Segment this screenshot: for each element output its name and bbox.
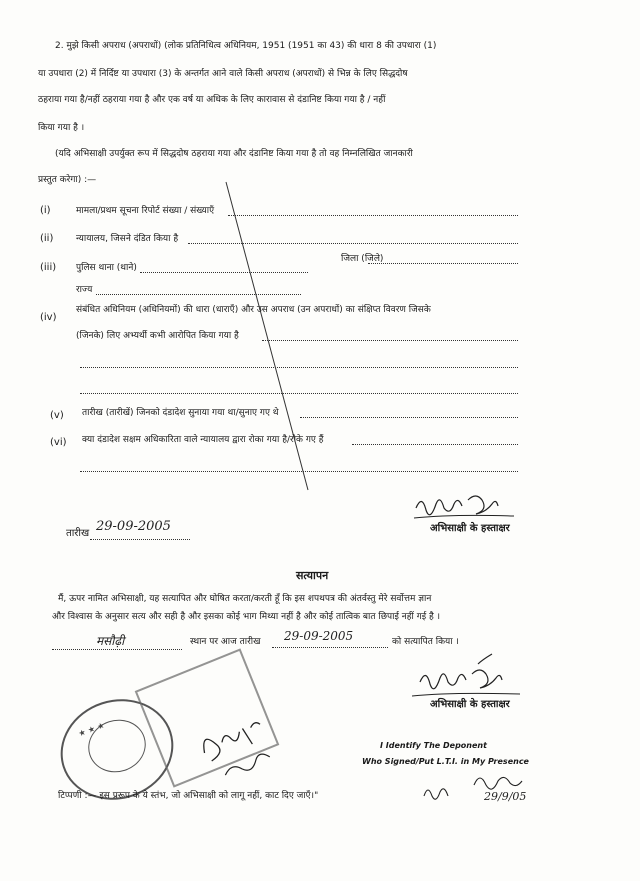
date-blank — [90, 538, 190, 540]
verification-date-handwritten: 29-09-2005 — [284, 629, 354, 643]
notary-signature — [196, 710, 286, 780]
date-handwritten: 29-09-2005 — [96, 519, 171, 534]
para2-line4: किया गया है । — [38, 123, 85, 133]
identify-stamp-line2: Who Signed/Put L.T.I. in My Presence — [362, 757, 529, 766]
item-vi-number: (vi) — [50, 437, 67, 448]
intro-line2: प्रस्तुत करेगा) :— — [38, 175, 97, 185]
item-v-label: तारीख (तारीखें) जिनको दंडादेश सुनाया गया था/सुनाए गए थे — [82, 408, 279, 418]
item-i-label: मामला/प्रथम सूचना रिपोर्ट संख्या / संख्याएँ — [76, 206, 215, 216]
verification-title: सत्यापन — [296, 569, 329, 582]
verification-line2: और विश्वास के अनुसार सत्य और सही है और इसका कोई भाग मिथ्या नहीं है और कोई तात्विक बात छिपाई नहीं गई है । — [52, 612, 441, 622]
date-label: तारीख — [66, 528, 90, 539]
verification-line3b: को सत्यापित किया । — [392, 637, 459, 647]
verification-line1: मैं, ऊपर नामित अभिसाक्षी, यह सत्यापित और घोषित करता/करती हूँ कि इस शपथपत्र की अंतर्वस्तु मेरे सर्वोत्तम ज्ञान — [58, 594, 432, 604]
para2-line3: ठहराया गया है/नहीं ठहराया गया है और एक वर्ष या अधिक के लिए कारावास से दंडानिष्ट किया गया है / नहीं — [38, 95, 386, 105]
item-iii-district-label: जिला (जिले) — [341, 254, 384, 264]
item-i-number: (i) — [40, 205, 51, 216]
para2-line2: या उपधारा (2) में निर्दिष्ट या उपधारा (3) के अन्तर्गत आने वाले किसी अपराध (अपराधों) से भिन्न के लिए सिद्धदोष — [38, 69, 408, 79]
signature-label-2: अभिसाक्षी के हस्ताक्षर — [430, 699, 510, 710]
item-iii-state-label: राज्य — [76, 285, 93, 295]
item-iv-line1: संबंधित अधिनियम (अधिनियमों) की धारा (धाराएँ) और उस अपराध (उन अपराधों) का संक्षिप्त विवरण जिसके — [76, 305, 431, 315]
place-handwritten: मसौढ़ी — [96, 634, 125, 648]
item-iv-number: (iv) — [40, 312, 57, 323]
notary-date-handwritten: 29/9/05 — [484, 790, 527, 803]
item-ii-number: (ii) — [40, 233, 54, 244]
item-vi-label: क्या दंडादेश सक्षम अधिकारिता वाले न्यायालय द्वारा रोका गया है/रोके गए हैं — [82, 435, 324, 445]
verification-line3a: स्थान पर आज तारीख — [190, 637, 261, 647]
item-ii-label: न्यायालय, जिसने दंडित किया है — [76, 234, 179, 244]
item-v-number: (v) — [50, 410, 64, 421]
item-iii-label: पुलिस थाना (थाने) — [76, 263, 137, 273]
verification-date-blank — [272, 646, 388, 648]
initials-mark — [420, 780, 460, 804]
para2-line1: 2. मुझे किसी अपराध (अपराधों) (लोक प्रतिनिधित्व अधिनियम, 1951 (1951 का 43) की धारा 8 की उपधारा (1) — [55, 41, 437, 51]
signature-label-1: अभिसाक्षी के हस्ताक्षर — [430, 523, 510, 534]
identify-stamp-line1: I Identify The Deponent — [380, 741, 487, 750]
intro-line1: (यदि अभिसाक्षी उपर्युक्त रूप में सिद्धदोष ठहराया गया और दंडानिष्ट किया गया है तो वह निम्नलिखित जानकारी — [55, 149, 413, 159]
footnote: टिप्पणी :— इस प्ररूप के ये स्तंभ, जो अभिसाक्षी को लागू नहीं, काट दिए जाएँ।" — [58, 791, 319, 801]
seal-text: ★ ★ ★ — [77, 720, 106, 739]
item-iv-line2: (जिनके) लिए अभ्यर्थी कभी आरोपित किया गया है — [76, 331, 239, 341]
deponent-signature-2 — [412, 650, 522, 700]
item-iii-number: (iii) — [40, 262, 57, 273]
